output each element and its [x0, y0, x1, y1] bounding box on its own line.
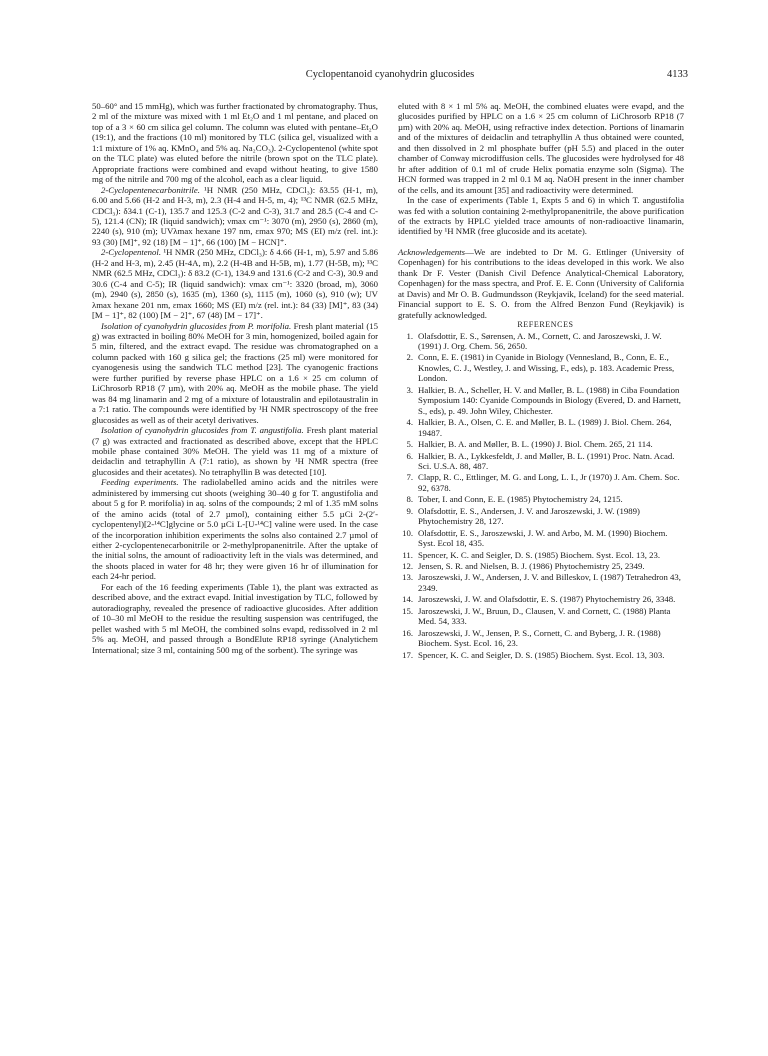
reference-item	[398, 352, 684, 383]
reference-text: Halkier, B. A., Olsen, C. E. and Møller, B. L. (1989) J. Biol. Chem. 264, 19487.	[418, 417, 672, 438]
paragraph-text: eluted with 8 × 1 ml 5% aq. MeOH, the combined eluates were evapd, and the glucosides purified by HPLC on a 1.6 × 25 cm column of LiChrosorb RP18 (7 µm) with 20% aq. MeOH, using refractive index detection. Portions of linamarin and of the mixtures of deidaclin and tetraphyllin A thus obtained were counted, and then dissolved in 2 ml phosphate buffer (pH 5.5) and placed in the outer chamber of Conway microdiffusion cells. The glucosides were hydrolysed for 48 hr after addition of 0.1 ml of crude Helix pomatia enzyme soln (Sigma). The HCN formed was trapped in 2 ml 0.1 M aq. NaOH present in the inner chamber of the cells, and its amount [35] and radioactivity were determined.	[398, 101, 684, 195]
reference-item	[398, 650, 684, 660]
reference-number: 14.	[402, 594, 413, 605]
paragraph	[92, 582, 378, 655]
paragraph-text: In the case of experiments (Table 1, Expts 5 and 6) in which T. angustifolia was fed with a solution containing 2-methylpropanenitrile, the above purification of the extracts by HPLC yielded trace amounts of non-radioactive linamarin, identified by ¹H NMR (free glucoside and its acetate).	[398, 195, 684, 237]
reference-item	[398, 385, 684, 416]
reference-number: 13.	[402, 572, 413, 583]
paragraph-text: Fresh plant material (15 g) was extracted in boiling 80% MeOH for 3 min, homogenized, boiled again for 5 min, filtered, and the extract evapd. The residue was chromatographed on a column packed with 160 g silica gel; the fractions (25 ml) were monitored for cyanogenesis using the sandwich TLC method [23]. The cyanogenic fractions were further purified by reverse phase HPLC on a 1.6 × 25 cm column of LiChrosorb RP18 (7 µm), with 20% aq. MeOH as the mobile phase. The yield was 84 mg linamarin and 2 mg of a mixture of lotaustralin and epilotaustralin in a 7:1 ratio. The compounds were identified by ¹H NMR spectroscopy of the free glucosides as well as of their acetyl derivatives.	[92, 320, 378, 425]
paragraph	[92, 247, 378, 320]
running-title: Cyclopentanoid cyanohydrin glucosides	[305, 69, 475, 80]
reference-item	[398, 628, 684, 649]
reference-number: 12.	[402, 561, 413, 572]
paragraph-text: For each of the 16 feeding experiments (Table 1), the plant was extracted as described above, and the extract evapd. Initial investigation by TLC, followed by autoradiography, revealed the presence of radioactive glucosides. After addition of 10–30 ml MeOH to the residue the resulting suspension was centrifuged, the pellet washed with 5 ml MeOH, the combined solns evapd, redissolved in 2 ml 5% aq. MeOH, and passed through a BondElute RP18 syringe (Analytichem International; size 3 ml, containing 500 mg of the sorbent). The syringe was	[92, 581, 378, 655]
acknowledgements	[398, 247, 684, 320]
reference-text: Spencer, K. C. and Seigler, D. S. (1985) Biochem. Syst. Ecol. 13, 23.	[418, 549, 661, 560]
paragraph-text: Fresh plant material (7 g) was extracted and fractionated as described above, except that the HPLC mobile phase contained 30% MeOH. The yield was 11 mg of a mixture of deidaclin and tetraphyllin A (7:1 ratio), as shown by ¹H NMR spectra (free glucosides and their acetates). No tetraphyllin B was detected [10].	[92, 425, 379, 477]
paragraph	[398, 101, 684, 195]
reference-text: Halkier, B. A., Scheller, H. V. and Møller, B. L. (1988) in Ciba Foundation Symposium 140: Cyanide Compounds in Biology (Evered, D. and Harnett, S., eds), p. 49. John Wiley, Chichester.	[418, 384, 681, 416]
reference-number: 9.	[406, 505, 413, 516]
paragraph	[92, 185, 378, 248]
reference-item	[398, 494, 684, 504]
reference-text: Halkier, B. A., Lykkesfeldt, J. and Møller, B. L. (1991) Proc. Natn. Acad. Sci. U.S.A. 88, 487.	[418, 450, 675, 471]
reference-text: Olafsdottir, E. S., Jaroszewski, J. W. and Arbo, M. M. (1990) Biochem. Syst. Ecol 18, 435.	[418, 527, 668, 549]
running-head	[92, 69, 688, 83]
reference-text: Jaroszewski, J. W., Bruun, D., Clausen, V. and Cornett, C. (1988) Planta Med. 54, 333.	[418, 605, 671, 627]
reference-number: 16.	[402, 627, 413, 638]
paragraph	[92, 101, 378, 185]
reference-item	[398, 506, 684, 527]
paragraph-lead: Isolation of cyanohydrin glucosides from T. angustifolia.	[101, 425, 304, 436]
paragraph	[92, 321, 378, 426]
reference-item	[398, 472, 684, 493]
reference-item	[398, 528, 684, 549]
acknowledgements-text: —We are indebted to Dr M. G. Ettlinger (University of Copenhagen) for his contributions to the ideas developed in this work. We also thank Dr F. Vester (Danish Civil Defence Analytical-Chemical Laboratory, Copenhagen) for the mass spectra, and Prof. E. E. Conn (University of California at Davis) and Mr O. B. Gudmundsson (Reykjavik, Iceland) for the seed material. Financial support to E. S. O. from the Alfred Benzon Fund (Reykjavik) is gratefully acknowledged.	[398, 246, 684, 320]
reference-text: Spencer, K. C. and Seigler, D. S. (1985) Biochem. Syst. Ecol. 13, 303.	[418, 649, 665, 660]
paragraph-lead: 2-Cyclopentenol.	[101, 247, 162, 258]
reference-list	[398, 331, 684, 661]
acknowledgements-lead: Acknowledgements	[398, 246, 466, 257]
reference-text: Halkier, B. A. and Møller, B. L. (1990) J. Biol. Chem. 265, 21 114.	[418, 439, 653, 450]
reference-item	[398, 606, 684, 627]
paragraph	[92, 477, 378, 582]
reference-text: Jaroszewski, J. W. and Olafsdottir, E. S. (1987) Phytochemistry 26, 3348.	[418, 594, 676, 605]
reference-number: 4.	[406, 417, 413, 428]
reference-number: 8.	[406, 494, 413, 505]
reference-item	[398, 561, 684, 571]
reference-item	[398, 331, 684, 352]
paragraph-lead: 2-Cyclopentenecarbonitrile.	[101, 184, 200, 195]
reference-text: Conn, E. E. (1981) in Cyanide in Biology (Vennesland, B., Conn, E. E., Knowles, C. J., Westley, J. and Wissing, F., eds), p. 183. Academic Press, London.	[418, 352, 675, 384]
reference-text: Jensen, S. R. and Nielsen, B. J. (1986) Phytochemistry 25, 2349.	[418, 561, 645, 572]
reference-text: Clapp, R. C., Ettlinger, M. G. and Long, L. I., Jr (1970) J. Am. Chem. Soc. 92, 6378.	[418, 472, 680, 493]
reference-text: Jaroszewski, J. W., Andersen, J. V. and Billeskov, I. (1987) Tetrahedron 43, 2349.	[418, 572, 681, 593]
reference-item	[398, 594, 684, 604]
reference-number: 10.	[402, 527, 413, 538]
left-column	[92, 101, 378, 655]
paragraph-lead: Feeding experiments.	[101, 477, 179, 488]
paragraph-text: ¹H NMR (250 MHz, CDCl₃): δ3.55 (H-1, m), 6.00 and 5.66 (H-2 and H-3, m), 2.3 (H-4 and H-5, m, 4); ¹³C NMR (62.5 MHz, CDCl₃): δ34.1 (C-1), 135.7 and 125.3 (C-2 and C-3), 31.7 and 28.5 (C-4 and C-5), 121.4 (CN); IR (liquid sandwich); νmax cm⁻¹: 3070 (m), 2950 (s), 2860 (m), 2240 (s), 910 (m); UVλmax hexane 197 nm, εmax 970; MS (EI) m/z (rel. int.): 93 (30) [M]⁺, 92 (18) [M − 1]⁺, 66 (100) [M − HCN]⁺.	[92, 184, 378, 247]
reference-number: 2.	[406, 352, 413, 363]
paragraph-lead: Isolation of cyanohydrin glucosides from P. morifolia.	[101, 320, 292, 331]
reference-item	[398, 439, 684, 449]
paragraph-text: The radiolabelled amino acids and the nitriles were administered by immersing cut shoots (weighing 30–40 g for T. angustifolia and about 5 g for P. morifolia) in aq. solns of the compounds; 2 ml of 1.35 mM solns of the amino acids (total of 2.7 µmol), containing either 5.5 µCi 2-(2′-cyclopentenyl)[2-¹⁴C]glycine or 5.0 µCi L-[U-¹⁴C] valine were used. In the case of the incorporation inhibition experiments the solns also contained 2.7 µmol of either 2-cyclopentenecarbonitrile or 2-methylpropanenitrile. After the uptake of the initial solns, the amount of radioactivity left in the vials was determined, and the shoots placed in water for 48 hr; they were given 16 hr of illumination for each 24-hr period.	[92, 477, 378, 582]
paragraph-text: ¹H NMR (250 MHz, CDCl₃): δ 4.66 (H-1, m), 5.97 and 5.86 (H-2 and H-3, m), 2.45 (H-4A, m), 2.2 (H-4B and H-5B, m), 1.77 (H-5B, m); ¹³C NMR (62.5 MHz, CDCl₃): δ 83.2 (C-1), 134.9 and 131.6 (C-2 and C-3), 30.9 and 30.6 (C-4 and C-5); IR (liquid sandwich): νmax cm⁻¹: 3320 (broad, m), 3060 (m), 2940 (s), 2850 (s), 1635 (m), 1360 (s), 1115 (m), 1060 (s), 910 (w); UV λmax hexane 201 nm, εmax 1660; MS (EI) m/z (rel. int.): 84 (33) [M]⁺, 83 (34) [M − 1]⁺, 82 (100) [M − 2]⁺, 67 (48) [M − 17]⁺.	[92, 247, 378, 321]
reference-number: 11.	[402, 549, 413, 560]
reference-number: 15.	[402, 605, 413, 616]
page-number: 4133	[667, 69, 688, 80]
reference-number: 3.	[406, 384, 413, 395]
reference-number: 17.	[402, 649, 413, 660]
reference-item	[398, 417, 684, 438]
paragraph	[92, 425, 378, 477]
paragraph-text: 50–60° and 15 mmHg), which was further fractionated by chromatography. Thus, 2 ml of the mixture was mixed with 1 ml Et₂O and 1 ml pentane, and placed on top of a 3 × 60 cm silica gel column. The column was eluted with pentane–Et₂O (19:1), and the fractions (10 ml) monitored by TLC (silica gel, visualized with a 1:1 mixture of 1% aq. KMnO₄ and 5% aq. Na₂CO₃). 2-Cyclopentenol (white spot on the TLC plate) was eluted before the nitrile (brown spot on the TLC plate). Appropriate fractions were combined and evapd without heating, to give 1580 mg of the nitrile and 700 mg of the alcohol, each as a clear liquid.	[92, 101, 378, 185]
reference-text: Olafsdottir, E. S., Sørensen, A. M., Cornett, C. and Jaroszewski, J. W. (1991) J. Org. Chem. 56, 2650.	[418, 330, 662, 351]
reference-item	[398, 572, 684, 593]
reference-text: Tober, I. and Conn, E. E. (1985) Phytochemistry 24, 1215.	[418, 494, 623, 505]
reference-text: Jaroszewski, J. W., Jensen, P. S., Cornett, C. and Byberg, J. R. (1988) Biochem. Syst. Ecol. 16, 23.	[418, 627, 661, 649]
paragraph	[398, 195, 684, 237]
reference-item	[398, 451, 684, 472]
reference-number: 7.	[406, 472, 413, 483]
reference-number: 5.	[406, 439, 413, 450]
reference-item	[398, 550, 684, 560]
reference-number: 6.	[406, 450, 413, 461]
references-heading: REFERENCES	[517, 320, 574, 330]
right-column	[398, 101, 684, 661]
reference-number: 1.	[406, 330, 413, 341]
reference-text: Olafsdottir, E. S., Andersen, J. V. and Jaroszewski, J. W. (1989) Phytochemistry 28, 127.	[418, 505, 640, 527]
